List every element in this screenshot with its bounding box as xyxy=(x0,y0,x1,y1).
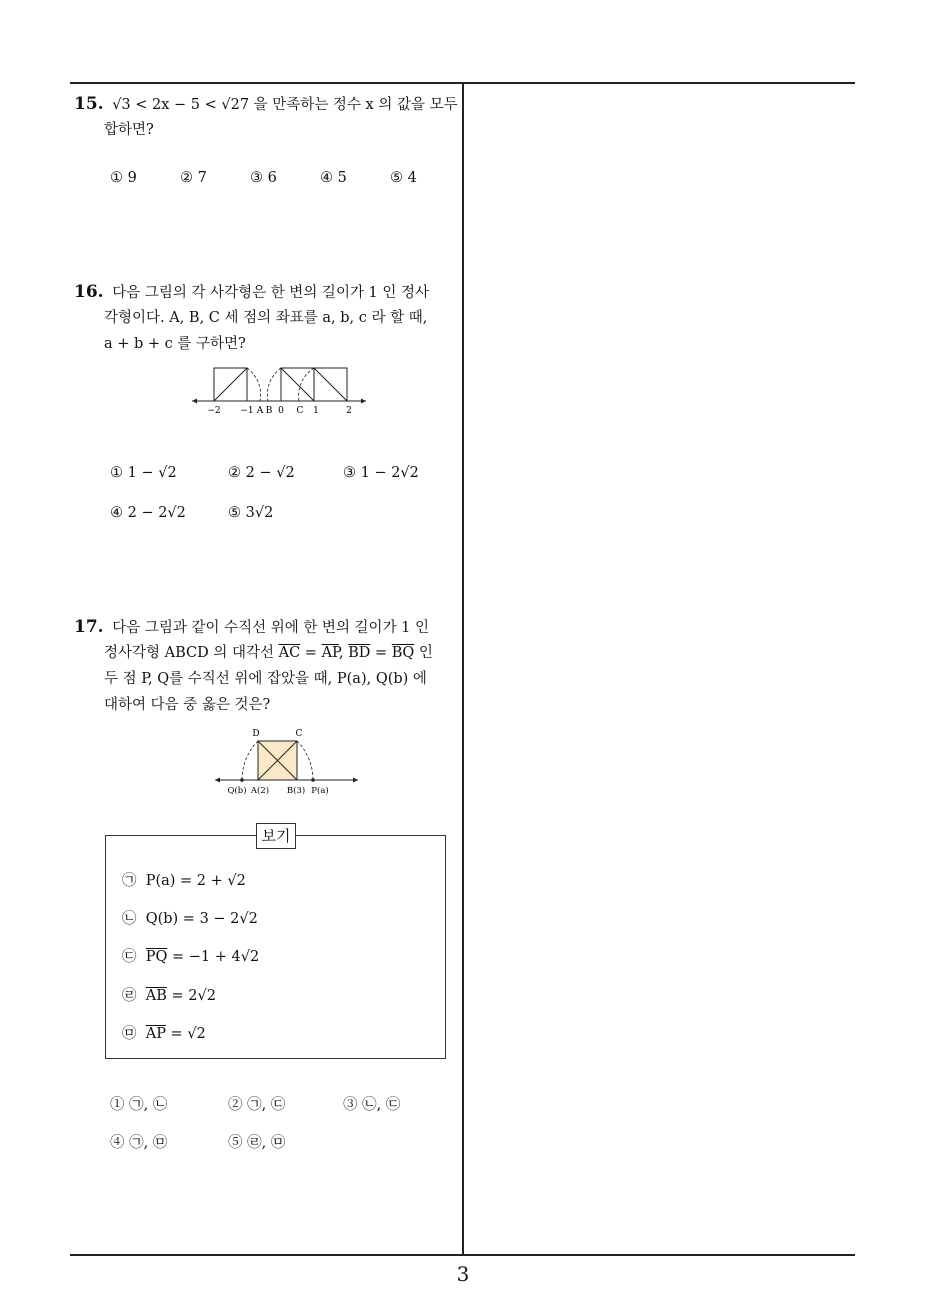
q15-option-2[interactable]: ② 7 xyxy=(180,170,207,186)
q17-label-A: A(2) xyxy=(250,786,270,796)
q17-point-p xyxy=(311,778,315,782)
bogi-statement: = 2√2 xyxy=(166,988,216,1004)
q17-segment-ac: $\overline{AC}$ xyxy=(278,645,301,661)
q16-line3: a + b + c 를 구하면? xyxy=(104,336,246,352)
q16-option-3[interactable]: ③ 1 − 2√2 xyxy=(343,465,419,481)
q16-label-2: 2 xyxy=(346,406,352,416)
q16-diagonal-1 xyxy=(214,368,247,401)
q16-text-1: 다음 그림의 각 사각형은 한 변의 길이가 1 인 정사 xyxy=(112,285,430,301)
q16-diagonal-3 xyxy=(314,368,347,401)
q17-label-B: B(3) xyxy=(286,786,306,796)
q15-line2: 합하면? xyxy=(104,122,154,138)
q17-text-2-pre: 정사각형 ABCD 의 대각선 xyxy=(104,645,279,661)
q17-line1 xyxy=(74,617,429,638)
q16-label-neg1: −1 xyxy=(240,406,254,416)
q16-option-2[interactable]: ② 2 − √2 xyxy=(228,465,295,481)
q17-point-q xyxy=(240,778,244,782)
bogi-statement: Q(b) = 3 − 2√2 xyxy=(145,911,258,927)
q15-option-3[interactable]: ③ 6 xyxy=(250,170,277,186)
q16-number-line-figure xyxy=(190,362,370,418)
q17-arc-p xyxy=(297,741,313,780)
page-number: 3 xyxy=(456,1262,470,1286)
q17-line4: 대하여 다음 중 옳은 것은? xyxy=(104,697,271,713)
bogi-item-4 xyxy=(122,984,216,1005)
q17-option-2[interactable]: ② ㉠, ㉢ xyxy=(228,1097,286,1113)
q15-option-5[interactable]: ⑤ 4 xyxy=(390,170,417,186)
bogi-mark: ㉤ xyxy=(122,1026,137,1042)
q16-line2: 각형이다. A, B, C 세 점의 좌표를 a, b, c 라 할 때, xyxy=(104,310,428,326)
bogi-item-2 xyxy=(122,907,258,928)
q17-segment-bd: $\overline{BD}$ xyxy=(348,645,371,661)
q17-option-1[interactable]: ① ㉠, ㉡ xyxy=(110,1097,168,1113)
q16-label-1: 1 xyxy=(313,406,319,416)
q15-option-4[interactable]: ④ 5 xyxy=(320,170,347,186)
q16-axis-arrow-right xyxy=(361,399,366,404)
q16-option-1[interactable]: ① 1 − √2 xyxy=(110,465,177,481)
q16-diagonal-2 xyxy=(281,368,314,401)
bogi-item-5 xyxy=(122,1022,206,1043)
q17-label-P: P(a) xyxy=(311,786,329,796)
bogi-mark: ㉡ xyxy=(122,911,137,927)
bogi-segment: $\overline{AB}$ xyxy=(145,988,167,1004)
q16-line1 xyxy=(74,282,429,303)
q17-segment-ap: $\overline{AP}$ xyxy=(321,645,339,661)
q16-arc-2 xyxy=(267,368,281,401)
q17-option-5[interactable]: ⑤ ㉣, ㉤ xyxy=(228,1135,286,1151)
q16-number: 16. xyxy=(74,282,104,302)
q16-arc-3 xyxy=(299,368,314,401)
bogi-mark: ㉣ xyxy=(122,988,137,1004)
q16-label-0: 0 xyxy=(278,406,284,416)
q16-label-A: A xyxy=(256,406,264,416)
q17-square-figure xyxy=(212,726,362,798)
q15-text-1: √3 < 2x − 5 < √27 을 만족하는 정수 x 의 값을 모두 xyxy=(112,97,458,113)
column-divider xyxy=(462,83,464,1255)
bogi-segment: $\overline{PQ}$ xyxy=(145,949,168,965)
q17-label-C: C xyxy=(295,729,303,739)
q16-label-B: B xyxy=(265,406,273,416)
q17-option-4[interactable]: ④ ㉠, ㉤ xyxy=(110,1135,168,1151)
q17-equals-1: = xyxy=(300,645,322,661)
q16-axis-arrow-left xyxy=(192,399,197,404)
bogi-statement: = √2 xyxy=(165,1026,206,1042)
q17-axis-arrow-left xyxy=(215,778,220,783)
q17-number: 17. xyxy=(74,617,104,637)
bogi-statement: = −1 + 4√2 xyxy=(167,949,260,965)
q16-option-5[interactable]: ⑤ 3√2 xyxy=(228,505,274,521)
bogi-item-1 xyxy=(122,869,246,890)
bogi-title: 보기 xyxy=(256,823,296,849)
bottom-rule xyxy=(70,1254,855,1256)
q17-label-Q: Q(b) xyxy=(227,786,247,796)
q15-number: 15. xyxy=(74,94,104,114)
q17-label-D: D xyxy=(252,729,260,739)
q16-label-C: C xyxy=(296,406,304,416)
q15-option-1[interactable]: ① 9 xyxy=(110,170,137,186)
q17-segment-bq: $\overline{BQ}$ xyxy=(391,645,415,661)
bogi-statement: P(a) = 2 + √2 xyxy=(145,873,246,889)
q16-label-neg2: −2 xyxy=(207,406,221,416)
q17-text-2-post: 인 xyxy=(414,645,433,661)
q16-arc-1 xyxy=(247,368,261,401)
q16-option-4[interactable]: ④ 2 − 2√2 xyxy=(110,505,186,521)
q15-line1 xyxy=(74,94,458,115)
q17-line2 xyxy=(104,643,433,663)
bogi-item-3 xyxy=(122,945,259,966)
q17-axis-arrow-right xyxy=(353,778,358,783)
q17-equals-2: = xyxy=(370,645,392,661)
bogi-mark: ㉢ xyxy=(122,949,137,965)
q17-option-3[interactable]: ③ ㉡, ㉢ xyxy=(343,1097,401,1113)
q17-line3: 두 점 P, Q를 수직선 위에 잡았을 때, P(a), Q(b) 에 xyxy=(104,671,427,687)
bogi-mark: ㉠ xyxy=(122,873,137,889)
q17-comma: , xyxy=(338,645,349,661)
q17-text-1: 다음 그림과 같이 수직선 위에 한 변의 길이가 1 인 xyxy=(112,620,430,636)
bogi-segment: $\overline{AP}$ xyxy=(145,1026,166,1042)
q17-arc-q xyxy=(242,741,258,780)
